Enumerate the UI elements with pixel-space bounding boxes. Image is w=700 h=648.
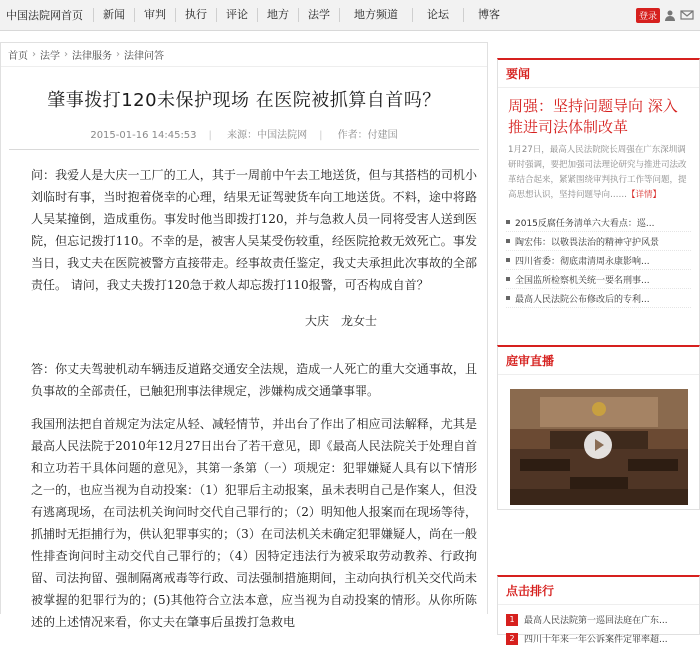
- nav-link-blog[interactable]: 博客: [463, 8, 514, 22]
- news-item-text: 全国监所检察机关统一要名刑事...: [515, 275, 650, 286]
- live-trial-box: [497, 345, 700, 510]
- meta-divider: |: [319, 130, 323, 141]
- detail-link[interactable]: 【详情】: [627, 190, 662, 200]
- nav-link-forum[interactable]: 论坛: [412, 8, 463, 22]
- nav-link-law[interactable]: 法学: [298, 8, 339, 22]
- user-area: [636, 8, 700, 23]
- breadcrumb-legal-service[interactable]: 法律服务: [72, 51, 112, 62]
- news-item-text: 四川省委：彻底肃清周永康影响...: [515, 256, 650, 267]
- breadcrumb-separator: ›: [64, 49, 68, 60]
- bullet-icon: [506, 277, 510, 281]
- nav-link-local-channel[interactable]: 地方频道: [339, 8, 412, 22]
- message-icon[interactable]: [680, 9, 694, 21]
- bullet-icon: [506, 258, 510, 262]
- news-list-item[interactable]: [506, 270, 691, 289]
- bullet-icon: [506, 239, 510, 243]
- ranking-item[interactable]: [506, 610, 693, 629]
- news-item-text: 2015反腐任务清单六大看点：巡...: [515, 218, 655, 229]
- breadcrumb-separator: ›: [32, 49, 36, 60]
- news-list-item[interactable]: [506, 289, 691, 308]
- news-list: [498, 203, 699, 308]
- article-date: 2015-01-16 14:45:53: [90, 130, 197, 141]
- headline-news-box: [497, 58, 700, 357]
- article-panel: [0, 42, 488, 629]
- sidebar: [497, 42, 700, 645]
- nav-link-trial[interactable]: 审判: [134, 8, 175, 22]
- bullet-icon: [506, 220, 510, 224]
- ranking-section-title: 点击排行: [498, 577, 699, 605]
- news-list-item[interactable]: [506, 251, 691, 270]
- nav-link-local[interactable]: 地方: [257, 8, 298, 22]
- headline-summary: [498, 138, 699, 203]
- nav-link-execution[interactable]: 执行: [175, 8, 216, 22]
- live-section-title: 庭审直播: [498, 347, 699, 375]
- breadcrumb-legal-qa[interactable]: 法律问答: [124, 51, 164, 62]
- nav-link-commentary[interactable]: 评论: [216, 8, 257, 22]
- news-item-text: 陶宏伟：以敬畏法治的精神守护风景: [515, 237, 660, 248]
- breadcrumb: [1, 43, 487, 67]
- news-item-text: 最高人民法院公布修改后的专利...: [515, 294, 650, 305]
- news-list-item[interactable]: [506, 232, 691, 251]
- article-body: [1, 164, 487, 633]
- news-list-item[interactable]: [506, 213, 691, 232]
- play-icon[interactable]: [584, 431, 612, 459]
- news-section-title: 要闻: [498, 60, 699, 88]
- article-meta: [1, 126, 487, 141]
- headline-link[interactable]: 周强：坚持问题导向 深入推进司法体制改革: [508, 97, 678, 136]
- site-home-link[interactable]: 中国法院网首页: [6, 9, 83, 22]
- article-author: 作者：付建国: [337, 130, 398, 141]
- ranking-item-text: 最高人民法院第一巡回法庭在广东...: [524, 616, 668, 626]
- top-nav-bar: [0, 0, 700, 31]
- question-signature: 大庆 龙女士: [304, 314, 377, 328]
- summary-text: 1月27日，最高人民法院院长周强在广东深圳调研时强调，要把加强司法理论研究与推进司法改革结合起来，紧紧围绕审判执行工作等问题，提高思想认识，坚持问题导向……: [508, 145, 687, 200]
- nav-link-news[interactable]: 新闻: [93, 8, 134, 22]
- ranking-list: [498, 605, 699, 648]
- breadcrumb-separator: ›: [116, 49, 120, 60]
- breadcrumb-law[interactable]: 法学: [40, 51, 60, 62]
- title-divider: [9, 149, 479, 150]
- rank-number: 1: [506, 614, 518, 626]
- answer-paragraph: 答：你丈夫驾驶机动车辆违反道路交通安全法规，造成一人死亡的重大交通事故，且负事故的全部责任，已触犯刑事法律规定，涉嫌构成交通肇事罪。: [31, 362, 477, 398]
- rank-number: 2: [506, 633, 518, 645]
- breadcrumb-home[interactable]: 首页: [8, 51, 28, 62]
- ranking-item[interactable]: [506, 629, 693, 648]
- ranking-item-text: 四川十年来一年公诉案件定罪率超...: [524, 635, 668, 645]
- user-icon[interactable]: [664, 9, 676, 21]
- click-ranking-box: [497, 575, 700, 645]
- article-title: 肇事拨打120未保护现场 在医院被抓算自首吗？: [47, 90, 441, 111]
- login-button[interactable]: 登录: [636, 8, 660, 23]
- question-paragraph: 问：我爱人是大庆一工厂的工人，其于一周前中午去工地送货，但与其搭档的司机小刘临时有事，当时抱着侥幸的心理，结果无证驾驶货车向工地送货。不料，途中将路人吴某撞倒，造成重伤。事发时他当即拨打120，并与急救人员一同将受害人送到医院，但忘记拨打110。不幸的是，被害人吴某受伤较重，经医院抢救无效死亡。事发当日，我丈夫在医院被警方直接带走。经事故责任鉴定，我丈夫承担此次事故的全部责任。 请问，我丈夫拨打120急于救人却忘拨打110报警，可否构成自首？: [31, 168, 477, 292]
- explanation-paragraph: 我国刑法把自首规定为法定从轻、减轻情节，并出台了作出了相应司法解释，尤其是最高人民法院于2010年12月27日出台了若干意见，即《最高人民法院关于处理自首和立功若干具体问题的意见》，其第一条第（一）项规定：犯罪嫌疑人具有以下情形之一的，也应当视为自动投案：（1）犯罪后主动报案，虽未表明自己是作案人，但没有逃离现场，在司法机关询问时交代自己罪行的；（2）明知他人报案而在现场等待，抓捕时无拒捕行为，供认犯罪事实的；（3）在司法机关未确定犯罪嫌疑人，尚在一般性排查询问时主动交代自己罪行的；（4）因特定违法行为被采取劳动教养、行政拘留、司法拘留、强制隔离戒毒等行政、司法强制措施期间，主动向执行机关交代尚未被掌握的犯罪行为的；(5)其他符合立法本意，应当视为自动投案的情形。从你所陈述的上述情况来看，你丈夫在肇事后虽拨打急救电: [31, 417, 477, 629]
- courtroom-video-thumbnail[interactable]: [510, 389, 688, 505]
- meta-divider: |: [208, 130, 212, 141]
- bullet-icon: [506, 296, 510, 300]
- article-source: 来源：中国法院网: [227, 130, 308, 141]
